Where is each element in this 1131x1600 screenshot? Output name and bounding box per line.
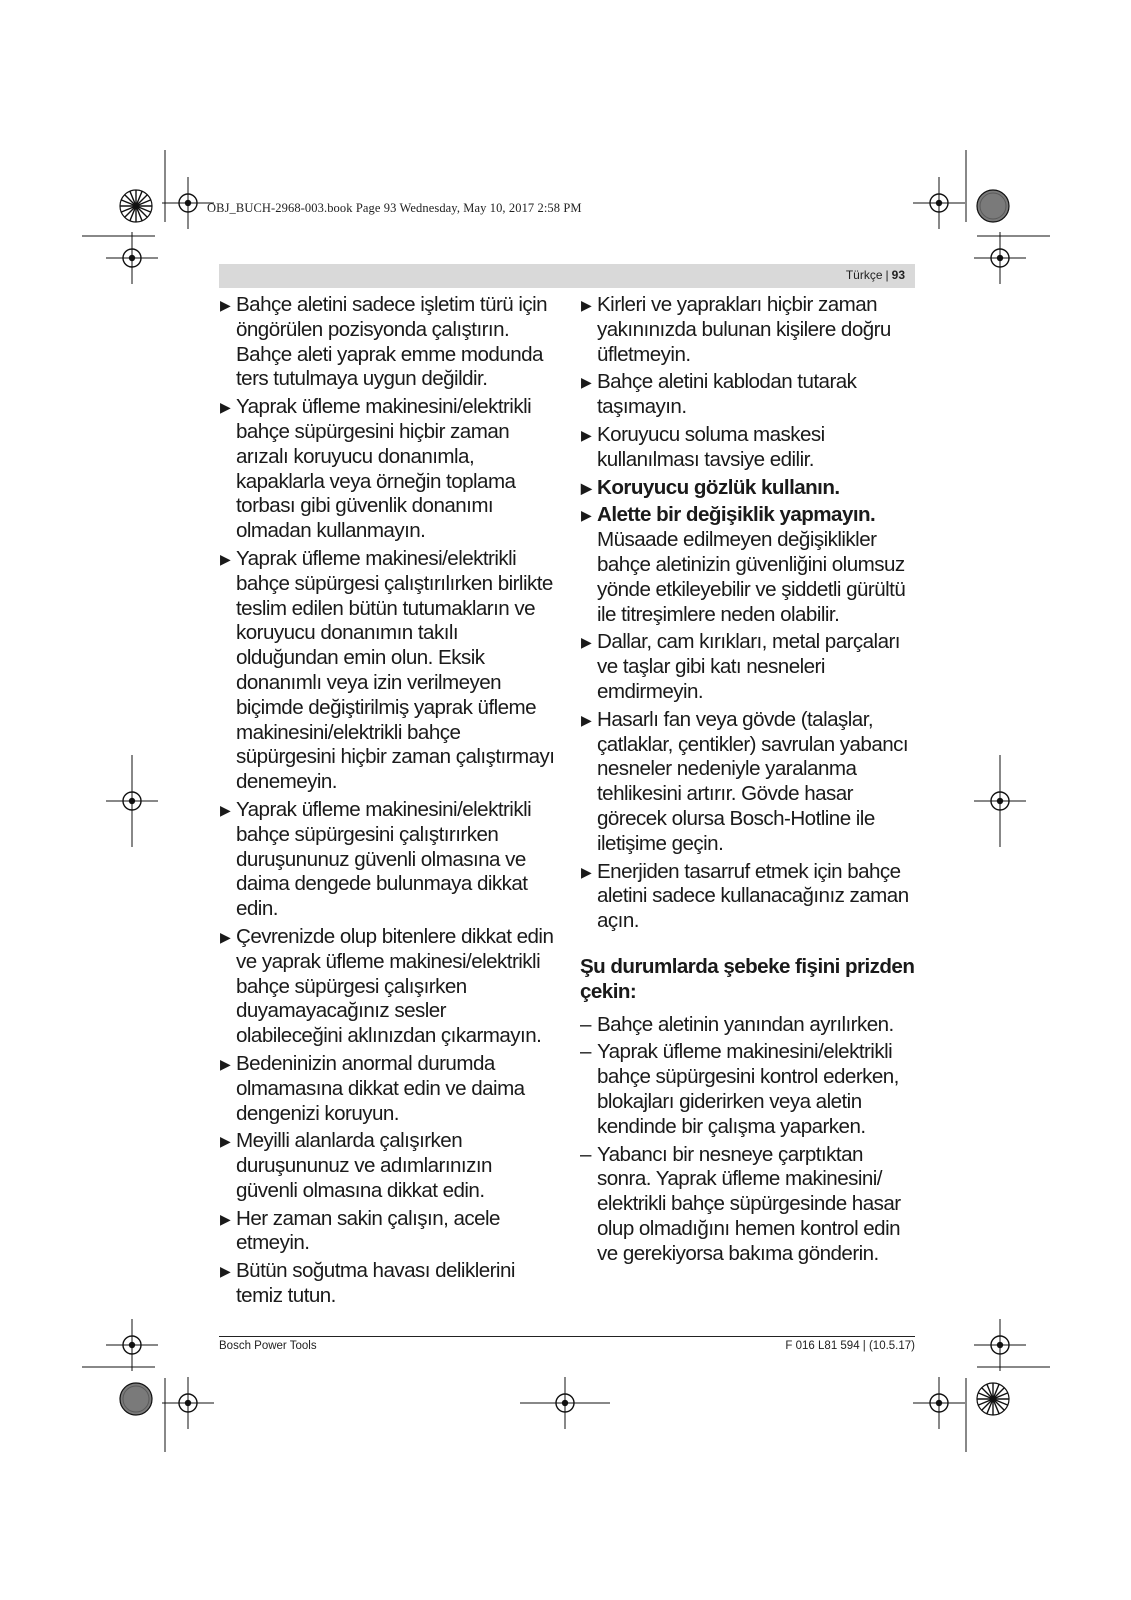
right-column	[580, 293, 920, 1269]
left-column	[219, 293, 557, 1312]
triangle-bullet-icon: ▶	[220, 1263, 231, 1280]
list-item: ▶ Alette bir değişiklik yapmayın. Müsaade edilmeyen değişiklikler bahçe aletinizin güvenliğini olumsuz yönde etkileyebilir ve şiddetli gürültü ile titreşimlere neden olabilir.	[581, 503, 906, 626]
list-item: ▶ Yaprak üfleme makinesi/elektrikli bahçe süpürgesi çalıştırılırken birlikte teslim edilen bütün tutumakların ve koruyucu donanımın takılı olduğundan emin olun. Eksik donanımlı veya izin verilmeyen biçimde değiştirilmiş yaprak üfleme makinesini/elektrikli bahçe süpürgesini hiçbir zaman çalıştırmayı denemeyin.	[220, 546, 555, 794]
dash-list-item: – Yabancı bir nesneye çarptıktan sonra. Yaprak üfleme makinesini/ elektrikli bahçe süpürgesinde hasar olup olmadığını hemen kontrol edin ve gerekiyorsa bakıma gönderin.	[580, 1142, 901, 1265]
list-item: ▶ Çevrenizde olup bitenlere dikkat edin ve yaprak üfleme makinesi/elektrikli bahçe süpürgesi çalışırken duyamayacağınız sesler olabileceğini aklınızdan çıkarmayın.	[220, 924, 554, 1048]
list-item: ▶ Dallar, cam kırıkları, metal parçaları ve taşlar gibi katı nesneleri emdirmeyin.	[581, 630, 900, 703]
header-language: Türkçe	[845, 268, 883, 282]
triangle-bullet-icon: ▶	[220, 1055, 231, 1072]
grey-mark-bottom-left	[120, 1383, 152, 1415]
grey-mark-top-right	[977, 190, 1009, 222]
list-item: ▶ Yaprak üfleme makinesini/elektrikli bahçe süpürgesini çalıştırırken duruşununuz güvenli olmasına ve daima dengede bulunmaya dikkat edin.	[220, 797, 532, 921]
list-item: ▶ Bahçe aletini sadece işletim türü için öngörülen pozisyonda çalıştırın. Bahçe aleti yaprak emme modunda ters tutulmaya uygun değildir.	[220, 293, 548, 391]
triangle-bullet-icon: ▶	[220, 550, 231, 567]
dash-list-item: – Bahçe aletinin yanından ayrılırken.	[580, 1012, 894, 1036]
crosshair-left-top	[106, 232, 158, 284]
list-item: ▶ Bütün soğutma havası deliklerini temiz tutun.	[220, 1259, 515, 1308]
triangle-bullet-icon: ▶	[220, 928, 231, 945]
header-text	[846, 268, 905, 282]
footer-brand: Bosch Power Tools	[219, 1340, 317, 1352]
dial-mark-bottom-right	[977, 1383, 1009, 1415]
list-item-bold: ▶ Koruyucu gözlük kullanın.	[581, 475, 840, 499]
list-item: ▶ Bahçe aletini kablodan tutarak taşımayın.	[581, 370, 857, 419]
triangle-bullet-icon: ▶	[220, 1133, 231, 1150]
crosshair-bottom-left	[162, 1377, 214, 1429]
crosshair-top-right	[913, 177, 965, 229]
page-header	[219, 264, 915, 288]
triangle-bullet-icon: ▶	[220, 399, 231, 416]
triangle-bullet-icon: ▶	[581, 426, 592, 443]
triangle-bullet-icon: ▶	[581, 507, 592, 524]
triangle-bullet-icon: ▶	[581, 863, 592, 880]
section-heading: Şu durumlarda şebeke fişini prizden çekin:	[580, 954, 915, 1003]
list-item: ▶ Enerjiden tasarruf etmek için bahçe aletini sadece kullanacağınız zaman açın.	[581, 859, 909, 933]
footer-divider	[219, 1336, 915, 1337]
triangle-bullet-icon: ▶	[220, 801, 231, 818]
crosshair-right-top	[974, 232, 1026, 284]
list-item: ▶ Meyilli alanlarda çalışırken duruşununuz ve adımlarınızın güvenli olmasına dikkat edin.	[220, 1129, 492, 1202]
crosshair-left-bottom	[106, 1319, 158, 1371]
list-item: ▶ Her zaman sakin çalışın, acele etmeyin.	[220, 1206, 500, 1255]
triangle-bullet-icon: ▶	[220, 297, 231, 313]
crosshair-bottom-right	[913, 1377, 965, 1429]
book-info-line: OBJ_BUCH-2968-003.book Page 93 Wednesday, May 10, 2017 2:58 PM	[207, 201, 582, 215]
list-item: ▶ Kirleri ve yaprakları hiçbir zaman yakınınızda bulunan kişilere doğru üfletmeyin.	[581, 293, 891, 366]
triangle-bullet-icon: ▶	[581, 711, 592, 728]
list-item: ▶ Hasarlı fan veya gövde (talaşlar, çatlaklar, çentikler) savrulan yabancı nesneler nedeniyle yaralanma tehlikesini artırır. Gövde hasar görecek olursa Bosch-Hotline ile iletişime geçin.	[581, 707, 909, 855]
header-separator: |	[885, 268, 889, 282]
triangle-bullet-icon: ▶	[581, 479, 592, 496]
triangle-bullet-icon: ▶	[220, 1210, 231, 1227]
page-number: 93	[891, 268, 905, 282]
list-item: ▶ Bedeninizin anormal durumda olmamasına dikkat edin ve daima dengenizi koruyun.	[220, 1051, 525, 1125]
list-item: ▶ Koruyucu soluma maskesi kullanılması tavsiye edilir.	[581, 422, 825, 471]
list-item-lead: Alette bir değişiklik yapmayın.	[597, 503, 876, 527]
dial-mark-top-left	[120, 190, 152, 222]
triangle-bullet-icon: ▶	[581, 634, 592, 651]
crosshair-right-bottom	[974, 1319, 1026, 1371]
list-item: ▶ Yaprak üfleme makinesini/elektrikli bahçe süpürgesini hiçbir zaman arızalı koruyucu donanımla, kapaklarla veya örneğin toplama torbası gibi güvenlik donanımı olmadan kullanmayın.	[220, 395, 532, 543]
footer-doc-number: F 016 L81 594 | (10.5.17)	[785, 1340, 915, 1352]
dash-list-item: – Yaprak üfleme makinesini/elektrikli bahçe süpürgesini kontrol ederken, blokajları giderirken veya aletin kendinde bir çalışma yaparken.	[580, 1040, 899, 1138]
triangle-bullet-icon: ▶	[581, 374, 592, 391]
triangle-bullet-icon: ▶	[581, 297, 592, 313]
